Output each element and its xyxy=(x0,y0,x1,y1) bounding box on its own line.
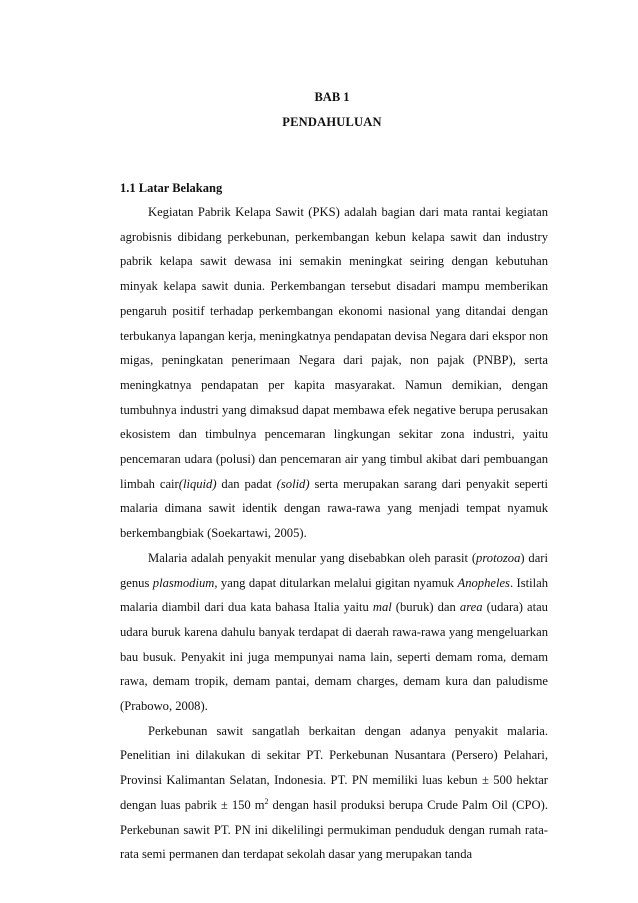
paragraph-1 xyxy=(120,200,548,546)
chapter-number: BAB 1 xyxy=(314,90,350,104)
chapter-title: PENDAHULUAN xyxy=(282,115,382,129)
superscript-2: 2 xyxy=(264,796,269,806)
paragraph-2-text-c: , yang dapat ditularkan melalui gigitan nyamuk xyxy=(214,575,458,590)
paragraph-1-text-a: Kegiatan Pabrik Kelapa Sawit (PKS) adalah bagian dari mata rantai kegiatan agrobisnis dibidang perkebunan, perkembangan kebun kelapa sawit dan industry pabrik kelapa sawit dewasa ini semakin meningkat seiring dengan kebutuhan minyak kelapa sawit dunia. Perkembangan tersebut disadari mampu memberikan pengaruh positif terhadap perkembangan ekonomi nasional yang ditandai dengan terbukanya lapangan kerja, meningkatnya pendapatan devisa Negara dari ekspor non migas, peningkatan penerimaan Negara dari pajak, non pajak (PNBP), serta meningkatnya pendapatan per kapita masyarakat. Namun demikian, dengan tumbuhnya industri yang dimaksud dapat membawa efek negative berupa perusakan ekosistem dan timbulnya pencemaran lingkungan sekitar zona industri, yaitu pencemaran udara (polusi) dan pencemaran air yang timbul akibat dari pembuangan limbah cair xyxy=(120,205,548,491)
section-heading: 1.1 Latar Belakang xyxy=(120,181,223,195)
paragraph-3-text-b: dengan hasil produksi berupa Crude Palm Oil (CPO). Perkebunan sawit PT. PN ini dikelilingi permukiman penduduk dengan rumah rata-rata semi permanen dan terdapat sekolah dasar yang merupakan tanda xyxy=(120,797,548,862)
paragraph-2-text-d: . Istilah malaria diambil dari dua kata bahasa Italia yaitu xyxy=(120,575,549,615)
paragraph-3 xyxy=(120,719,548,867)
term-solid: (solid) xyxy=(276,476,310,491)
paragraph-2 xyxy=(120,546,548,719)
term-mal: mal xyxy=(372,600,392,615)
paragraph-1-text-b: dan padat xyxy=(216,476,277,491)
paragraph-2-text-e: (buruk) dan xyxy=(391,600,460,615)
body-text xyxy=(120,200,548,867)
paragraph-2-text-f: (udara) atau udara buruk karena dahulu banyak terdapat di daerah rawa-rawa yang mengeluarkan bau busuk. Penyakit ini juga mempunyai nama lain, seperti demam roma, demam rawa, demam tropik, demam pantai, demam charges, demam kura dan paludisme (Prabowo, 2008). xyxy=(120,600,548,714)
term-area: area xyxy=(459,600,483,615)
term-plasmodium: plasmodium xyxy=(152,575,215,590)
term-liquid: (liquid) xyxy=(178,476,217,491)
paragraph-2-text-b: ) dari genus xyxy=(120,550,548,590)
paragraph-2-text-a: Malaria adalah penyakit menular yang disebabkan oleh parasit ( xyxy=(148,550,477,565)
term-protozoa: protozoa xyxy=(476,550,521,565)
paragraph-3-text-a: Perkebunan sawit sangatlah berkaitan dengan adanya penyakit malaria. Penelitian ini dilakukan di sekitar PT. Perkebunan Nusantara (Persero) Pelahari, Provinsi Kalimantan Selatan, Indonesia. PT. PN memiliki luas kebun ± 500 hektar dengan luas pabrik ± 150 m xyxy=(120,723,548,812)
term-anopheles: Anopheles xyxy=(457,575,510,590)
paragraph-1-text-c: serta merupakan sarang dari penyakit seperti malaria dimana sawit identik dengan rawa-rawa yang menjadi tempat nyamuk berkembangbiak (Soekartawi, 2005). xyxy=(120,476,549,541)
